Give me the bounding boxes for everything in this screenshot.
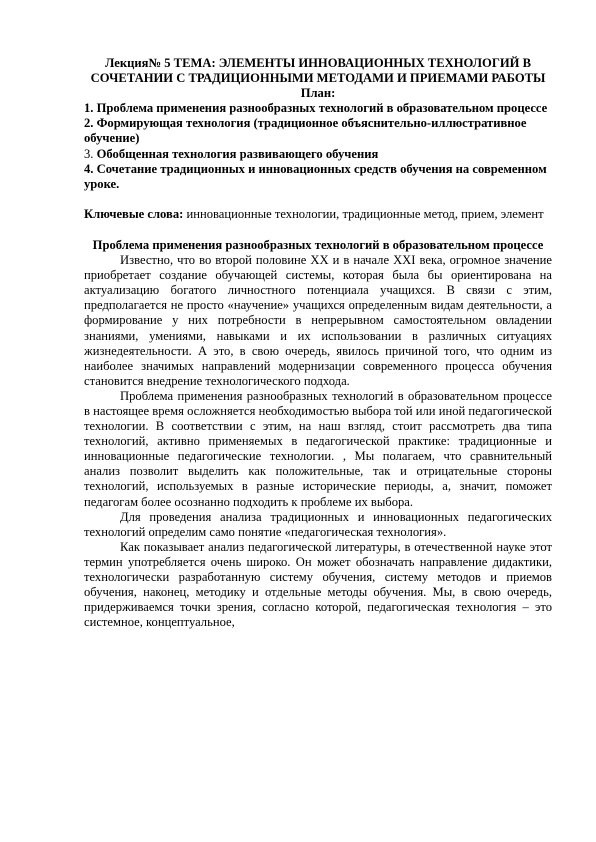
plan-item-1: [84, 101, 552, 116]
plan-heading: План:: [300, 86, 336, 101]
body-paragraph-3: Для проведения анализа традиционных и инновационных педагогических технологий определим само понятие «педагогическая технология».: [84, 509, 552, 539]
lecture-title: Лекция№ 5 ТЕМА: ЭЛЕМЕНТЫ ИННОВАЦИОННЫХ ТЕХНОЛОГИЙ В СОЧЕТАНИИ С ТРАДИЦИОННЫМИ МЕТОДАМИ И ПРИЕМАМИ РАБОТЫ: [90, 56, 546, 86]
section-title: Проблема применения разнообразных технологий в образовательном процессе: [92, 237, 544, 252]
plan-item-2: [84, 116, 552, 146]
keywords: [84, 207, 552, 222]
plan-item-text: Формирующая технология (традиционное объяснительно-иллюстративное обучение): [84, 116, 527, 146]
plan-item-3: [84, 147, 552, 162]
plan-item-4: [84, 162, 552, 192]
plan-item-number: 3.: [84, 146, 94, 161]
plan-item-text: Сочетание традиционных и инновационных средств обучения на современном уроке.: [84, 161, 547, 191]
plan-item-number: 4.: [84, 161, 94, 176]
plan-item-text: Проблема применения разнообразных технологий в образовательном процессе: [96, 101, 548, 116]
keywords-text: инновационные технологии, традиционные метод, прием, элемент: [186, 206, 544, 221]
body-paragraph-1: Известно, что во второй половине XX и в начале XXI века, огромное значение приобретает создание обучающей системы, которая была бы ориентирована на актуализацию богатого личностного потенциала учащихся. В связи с этим, предполагается не просто «научение» учащихся определенным видам деятельности, а формирование у них потребности в непрерывном самостоятельном овладении знаниями, умениями, навыками и их использовании в различных ситуациях жизнедеятельности. А это, в свою очередь, явилось причиной того, что одним из наиболее значимых направлений модернизации современного процесса обучения становится внедрение технологического подхода.: [84, 253, 552, 388]
document-page: [84, 56, 552, 630]
keywords-label: Ключевые слова:: [84, 206, 184, 221]
plan-list: [84, 101, 552, 192]
plan-item-text: Обобщенная технология развивающего обучения: [96, 146, 379, 161]
body-paragraph-2: Проблема применения разнообразных технологий в образовательном процессе в настоящее время осложняется необходимостью выбора той или иной педагогической технологии. В соответствии с этим, на наш взгляд, стоит рассмотреть два типа технологий, активно применяемых в педагогической практике: традиционные и инновационные педагогические технологии. , Мы полагаем, что сравнительный анализ позволит выделить как положительные, так и отрицательные стороны технологий, используемых в разные исторические периоды, а, значит, поможет педагогам более осознанно подходить к проблеме их выбора.: [84, 388, 552, 509]
body-paragraph-4: Как показывает анализ педагогической литературы, в отечественной науке этот термин употребляется очень широко. Он может обозначать направление дидактики, технологически разработанную систему обучения, систему методов и приемов обучения, наконец, методику и отдельные методы обучения. Мы, в свою очередь, придерживаемся точки зрения, согласно которой, педагогическая технология – это системное, концептуальное,: [84, 539, 552, 630]
plan-item-number: 1.: [84, 101, 94, 116]
plan-item-number: 2.: [84, 116, 94, 131]
